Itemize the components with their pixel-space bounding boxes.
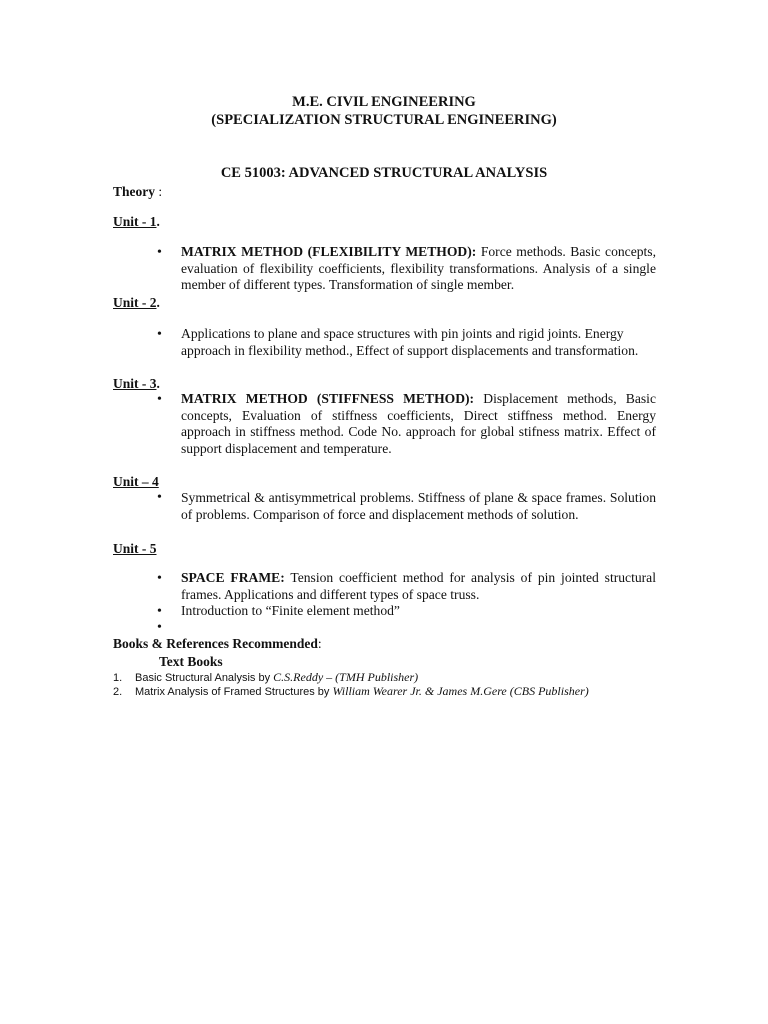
- reference-item: [113, 670, 418, 685]
- bullet-icon: •: [157, 620, 162, 635]
- unit-4-topic: [181, 490, 656, 523]
- reference-author: William Wearer Jr. & James M.Gere (CBS Publisher): [332, 684, 589, 698]
- unit-3-heading: [113, 375, 160, 392]
- books-heading-text: Books & References Recommended: [113, 636, 318, 651]
- unit-4-topic-text: Symmetrical & antisymmetrical problems. Stiffness of plane & space frames. Solution of problems. Comparison of force and displacement methods of solution.: [181, 490, 656, 522]
- theory-suffix: :: [155, 184, 163, 199]
- unit-3-suffix: .: [156, 376, 160, 391]
- unit-3-label: Unit - 3: [113, 376, 157, 391]
- program-title: M.E. CIVIL ENGINEERING: [292, 94, 476, 110]
- unit-3-topic-bold: MATRIX METHOD (STIFFNESS METHOD):: [181, 391, 475, 406]
- unit-3-topic: [181, 391, 656, 457]
- books-heading: [113, 635, 322, 652]
- bullet-icon: •: [157, 327, 162, 342]
- unit-2-heading: [113, 294, 160, 311]
- unit-5-topic-2: [181, 603, 656, 620]
- unit-1-heading: [113, 213, 160, 230]
- unit-4-label: Unit – 4: [113, 474, 159, 489]
- reference-author: C.S.Reddy – (TMH Publisher): [273, 670, 419, 684]
- unit-2-label: Unit - 2: [113, 295, 157, 310]
- unit-5-heading: [113, 540, 157, 557]
- reference-item: [113, 684, 589, 699]
- unit-2-topic: [181, 326, 656, 359]
- theory-text: Theory: [113, 184, 155, 199]
- bullet-icon: •: [157, 245, 162, 260]
- unit-5-topic-1: [181, 570, 656, 603]
- unit-5-topic-1-text: Tension coefficient method for analysis of pin jointed structural frames. Applications and different types of space truss.: [181, 570, 656, 602]
- theory-label: [113, 183, 162, 200]
- bullet-icon: •: [157, 490, 162, 505]
- books-heading-suffix: :: [317, 636, 322, 651]
- unit-1-topic-bold: MATRIX METHOD (FLEXIBILITY METHOD):: [181, 244, 477, 259]
- unit-4-heading: [113, 473, 159, 490]
- reference-title: Basic Structural Analysis by: [135, 672, 274, 684]
- bullet-icon: •: [157, 571, 162, 586]
- text-books-subheading: Text Books: [159, 654, 223, 669]
- reference-title: Matrix Analysis of Framed Structures by: [135, 686, 333, 698]
- reference-number: 2.: [113, 686, 123, 698]
- reference-number: 1.: [113, 672, 123, 684]
- bullet-icon: •: [157, 392, 162, 407]
- unit-1-topic: [181, 244, 656, 294]
- specialization-title: (SPECIALIZATION STRUCTURAL ENGINEERING): [211, 112, 557, 128]
- course-title: CE 51003: ADVANCED STRUCTURAL ANALYSIS: [220, 165, 548, 181]
- unit-5-topic-1-bold: SPACE FRAME:: [181, 570, 285, 585]
- unit-2-topic-text: Applications to plane and space structures with pin joints and rigid joints. Energy approach in flexibility method., Effect of support displacements and transformation.: [181, 326, 639, 358]
- unit-3-topic-text: Displacement methods, Basic concepts, Evaluation of stiffness coefficients, Direct stiffness method. Energy approach in stiffness method. Code No. approach for global stifness matrix. Effect of support displacement and temperature.: [181, 391, 656, 456]
- unit-5-topic-2-text: Introduction to “Finite element method”: [181, 603, 400, 618]
- unit-1-suffix: .: [156, 214, 160, 229]
- unit-1-label: Unit - 1: [113, 214, 157, 229]
- bullet-icon: •: [157, 604, 162, 619]
- unit-5-label: Unit - 5: [113, 541, 157, 556]
- unit-1-topic-text: Force methods. Basic concepts, evaluation of flexibility coefficients, flexibility transformations. Analysis of a single member of different types. Transformation of single member.: [181, 244, 656, 292]
- unit-2-suffix: .: [156, 295, 160, 310]
